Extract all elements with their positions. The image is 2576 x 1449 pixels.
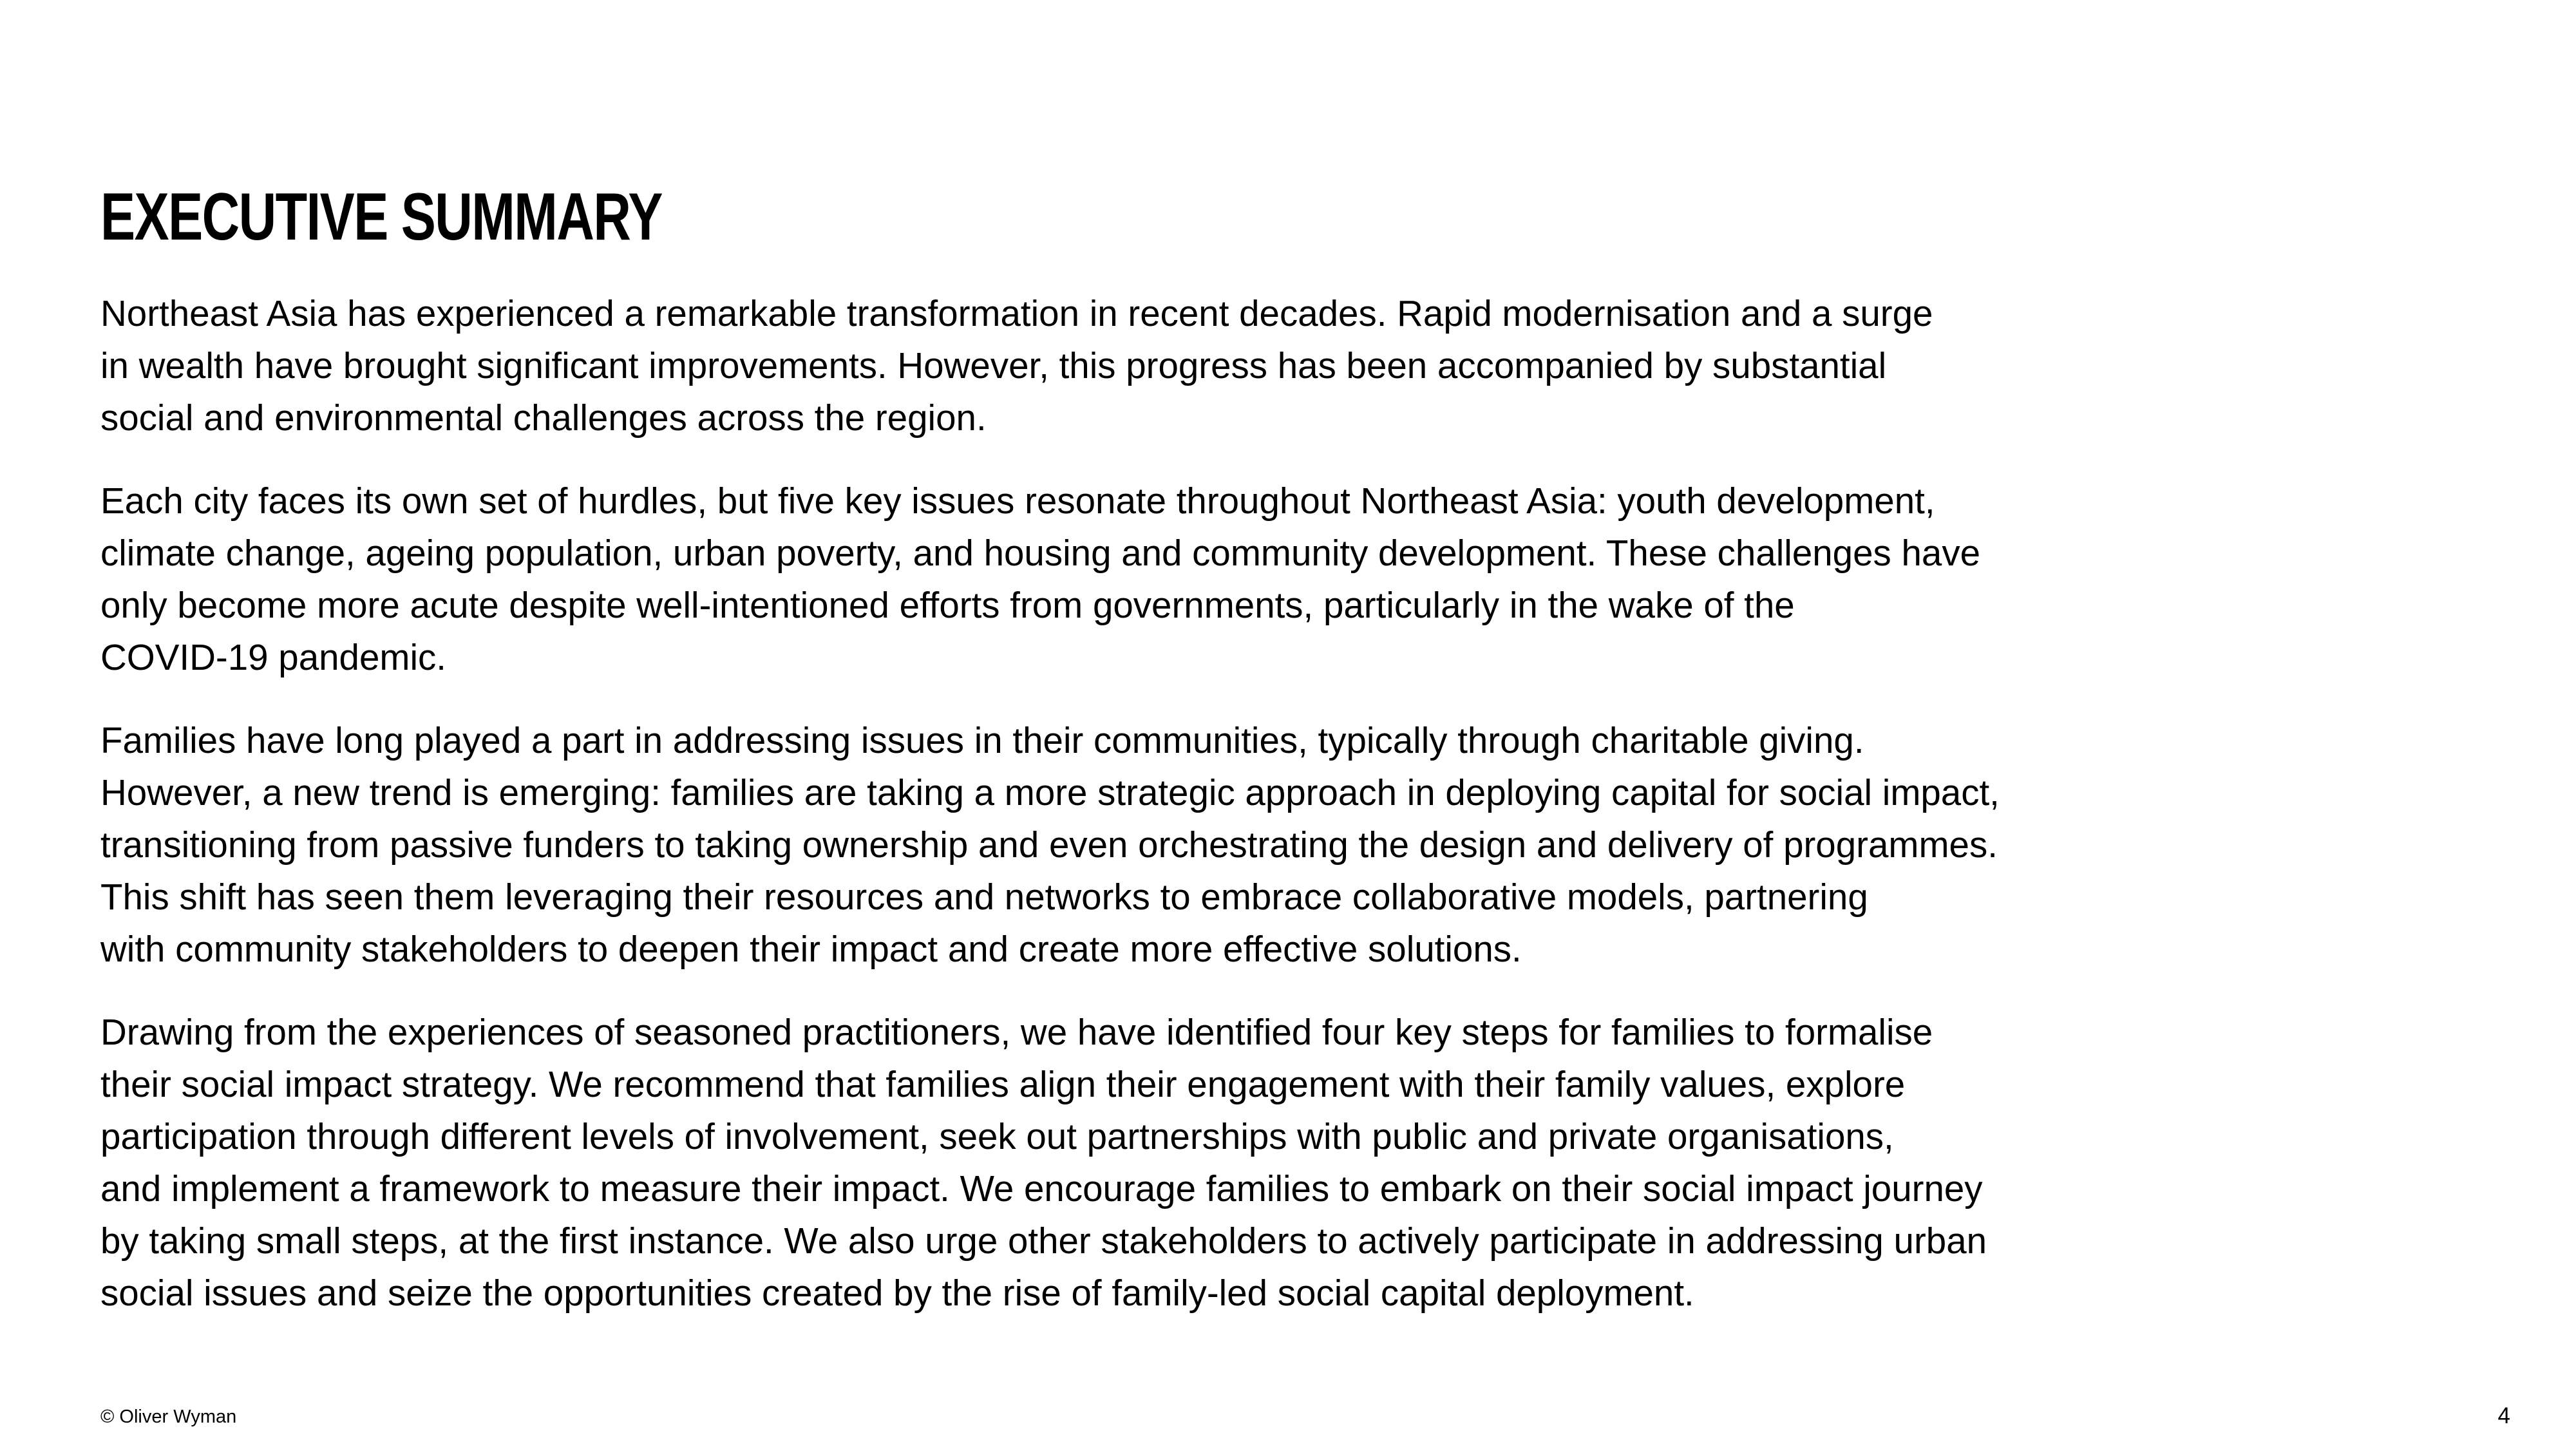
page-title: EXECUTIVE SUMMARY: [100, 180, 662, 254]
paragraph-line: with community stakeholders to deepen their impact and create more effective solutions.: [100, 929, 1522, 969]
paragraph-line: COVID-19 pandemic.: [100, 637, 446, 677]
paragraph-line: However, a new trend is emerging: families are taking a more strategic approach in deploying capital for social impact,: [100, 772, 2000, 813]
paragraph-key-issues: [100, 475, 2277, 683]
page-number: 4: [2497, 1403, 2510, 1428]
footer-copyright: © Oliver Wyman: [100, 1406, 237, 1427]
paragraph-line: social and environmental challenges across the region.: [100, 397, 987, 438]
paragraph-recommendations: [100, 1006, 2277, 1319]
paragraph-line: and implement a framework to measure their impact. We encourage families to embark on their social impact journey: [100, 1168, 1983, 1209]
paragraph-families-trend: [100, 714, 2277, 975]
paragraph-line: climate change, ageing population, urban poverty, and housing and community development. These challenges have: [100, 533, 1980, 573]
paragraph-line: participation through different levels of involvement, seek out partnerships with public and private organisations,: [100, 1116, 1894, 1157]
paragraph-line: This shift has seen them leveraging their resources and networks to embrace collaborative models, partnering: [100, 876, 1868, 917]
paragraph-line: their social impact strategy. We recommend that families align their engagement with their family values, explore: [100, 1064, 1906, 1104]
paragraph-line: Northeast Asia has experienced a remarkable transformation in recent decades. Rapid modernisation and a surge: [100, 293, 1933, 334]
paragraph-line: in wealth have brought significant improvements. However, this progress has been accompanied by substantial: [100, 345, 1887, 386]
paragraph-line: by taking small steps, at the first instance. We also urge other stakeholders to actively participate in addressing urban: [100, 1220, 1987, 1261]
paragraph-intro: [100, 287, 2277, 444]
paragraph-line: Drawing from the experiences of seasoned practitioners, we have identified four key steps for families to formalise: [100, 1012, 1933, 1052]
paragraph-line: Each city faces its own set of hurdles, but five key issues resonate throughout Northeast Asia: youth development,: [100, 480, 1935, 521]
paragraph-line: social issues and seize the opportunities created by the rise of family-led social capital deployment.: [100, 1273, 1694, 1313]
paragraph-line: only become more acute despite well-intentioned efforts from governments, particularly in the wake of the: [100, 585, 1795, 625]
executive-summary-body: [100, 287, 2277, 1319]
paragraph-line: Families have long played a part in addressing issues in their communities, typically through charitable giving.: [100, 720, 1864, 761]
paragraph-line: transitioning from passive funders to taking ownership and even orchestrating the design and delivery of programmes.: [100, 824, 1998, 865]
